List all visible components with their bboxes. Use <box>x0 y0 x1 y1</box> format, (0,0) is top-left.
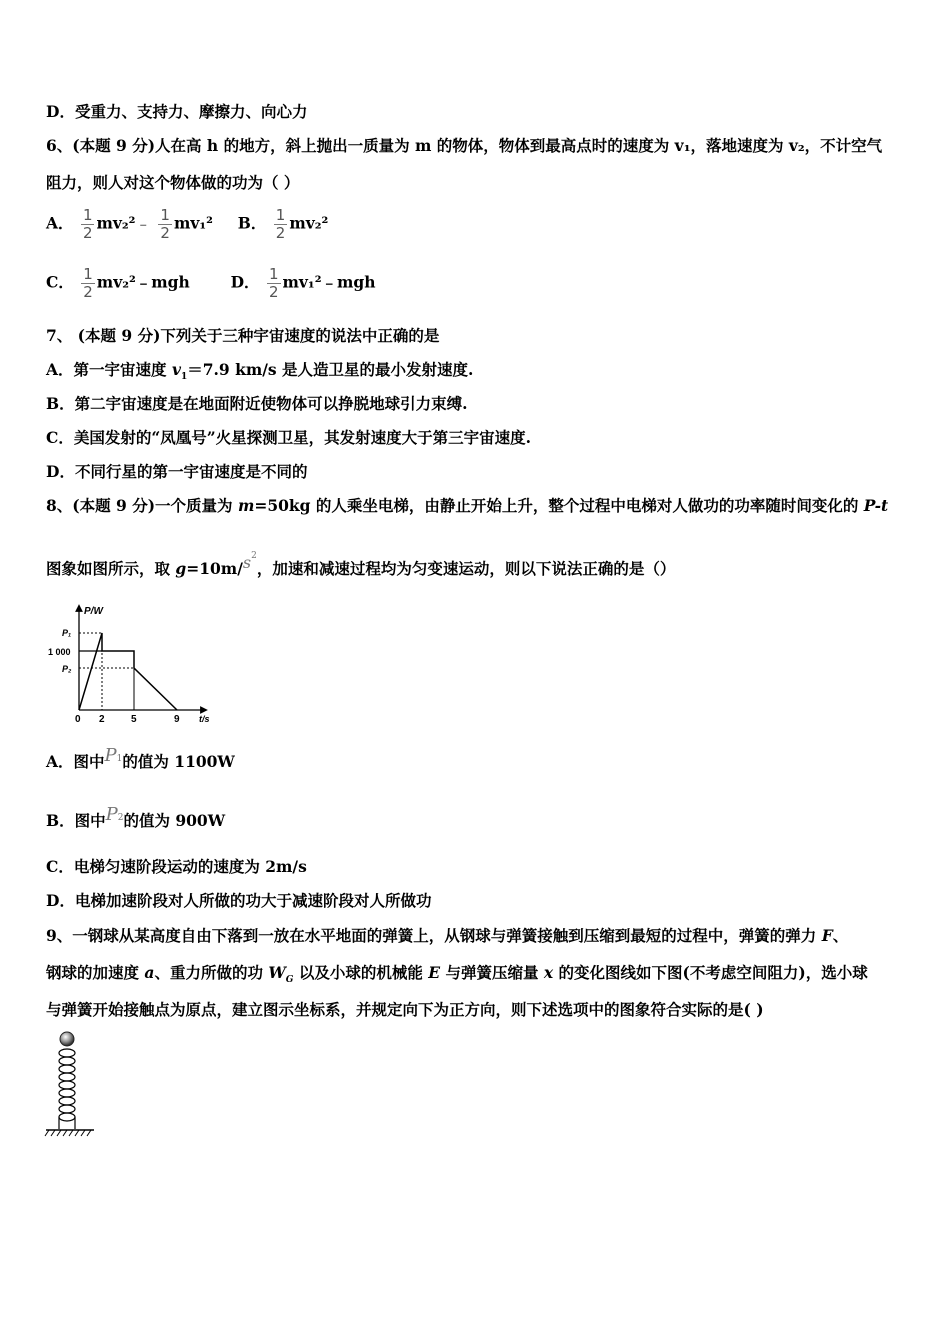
y1000-label: 1 000 <box>48 647 71 657</box>
fraction-half: $\frac{1}{2}$ <box>83 265 93 301</box>
q7-option-b: B．第二宇宙速度是在地面附近使物体可以挣脱地球引力束缚. <box>46 394 468 413</box>
q6-option-b-label: B． <box>237 213 267 233</box>
ground-hatch-icon <box>45 1130 94 1136</box>
q9-stem-line1: 9、一钢球从某高度自由下落到一放在水平地面的弹簧上，从钢球与弹簧接触到压缩到最短的过程中，弹簧的弹力 F、 <box>46 926 849 945</box>
power-curve <box>79 633 177 710</box>
fraction-half: $\frac{1}{2}$ <box>82 206 93 242</box>
q6-option-b-term: mv₂² <box>289 213 329 233</box>
q7-stem: 7、 (本题 9 分)下列关于三种宇宙速度的说法中正确的是 <box>46 326 440 345</box>
q6-option-a-label: A． <box>46 213 74 233</box>
minus-sign: ﹣ <box>135 214 151 233</box>
q8-option-b: B．图中P2的值为 900W <box>46 804 226 830</box>
q6-options-ab <box>46 207 328 242</box>
q6-option-c-label: C． <box>46 272 74 292</box>
q8-option-d: D．电梯加速阶段对人所做的功大于减速阶段对人所做功 <box>46 891 432 910</box>
q7-option-c: C．美国发射的“凤凰号”火星探测卫星，其发射速度大于第三宇宙速度. <box>46 428 532 447</box>
p2-label: P₂ <box>62 664 72 674</box>
x-tick-9: 9 <box>174 714 180 725</box>
x-tick-0: 0 <box>75 714 81 725</box>
q6-options-cd <box>46 266 376 301</box>
fraction-half: $\frac{1}{2}$ <box>275 206 286 242</box>
q9-stem-line2: 钢球的加速度 a、重力所做的功 $W_G$ 以及小球的机械能 E 与弹簧压缩量 x 的变化图线如下图(不考虑空间阻力)，选小球 <box>46 963 868 986</box>
x-axis-label: t/s <box>199 714 210 724</box>
q6-stem-line1: 6、(本题 9 分)人在高 h 的地方，斜上抛出一质量为 m 的物体，物体到最高点时的速度为 v₁，落地速度为 v₂，不计空气 <box>46 136 883 155</box>
q9-stem-line3: 与弹簧开始接触点为原点，建立图示坐标系，并规定向下为正方向，则下述选项中的图象符合实际的是( ) <box>46 1000 764 1019</box>
q6-option-d-term: mv₁²﹣mgh <box>282 272 376 292</box>
p1-label: P₁ <box>62 628 72 638</box>
q8-stem-line2: 图象如图所示，取 $g=10m/s^2$，加速和减速过程均为匀变速运动，则以下说法正确的是（） <box>46 551 676 578</box>
y-axis-label: P/W <box>84 606 103 617</box>
fraction-half: $\frac{1}{2}$ <box>160 206 170 242</box>
x-tick-2: 2 <box>99 714 105 725</box>
q5-option-d: D．受重力、支持力、摩擦力、向心力 <box>46 102 308 121</box>
q6-option-a-term1: mv₂² <box>96 213 136 233</box>
q8-option-a: A．图中P1的值为 1100W <box>46 745 235 771</box>
q6-option-a-term2: mv₁² <box>173 213 213 233</box>
ball-spring-figure <box>44 1028 98 1140</box>
q8-stem-line1: 8、(本题 9 分)一个质量为 m=50kg 的人乘坐电梯，由静止开始上升，整个过程中电梯对人做功的功率随时间变化的 P-t <box>46 496 889 515</box>
fraction-half: $\frac{1}{2}$ <box>268 265 279 301</box>
steel-ball-icon <box>60 1032 74 1046</box>
q7-option-d: D．不同行星的第一宇宙速度是不同的 <box>46 462 308 481</box>
p-t-graph <box>44 600 214 725</box>
x-tick-5: 5 <box>131 714 137 725</box>
spring-icon <box>59 1049 75 1129</box>
q6-stem-line2: 阻力，则人对这个物体做的功为（ ） <box>46 173 300 192</box>
q6-option-d-label: D． <box>230 272 260 292</box>
q8-option-c: C．电梯匀速阶段运动的速度为 2m/s <box>46 857 307 876</box>
q6-option-c-term: mv₂²﹣mgh <box>96 272 190 292</box>
q7-option-a: A．第一宇宙速度 $v_1=7.9$ km/s 是人造卫星的最小发射速度. <box>46 360 474 383</box>
